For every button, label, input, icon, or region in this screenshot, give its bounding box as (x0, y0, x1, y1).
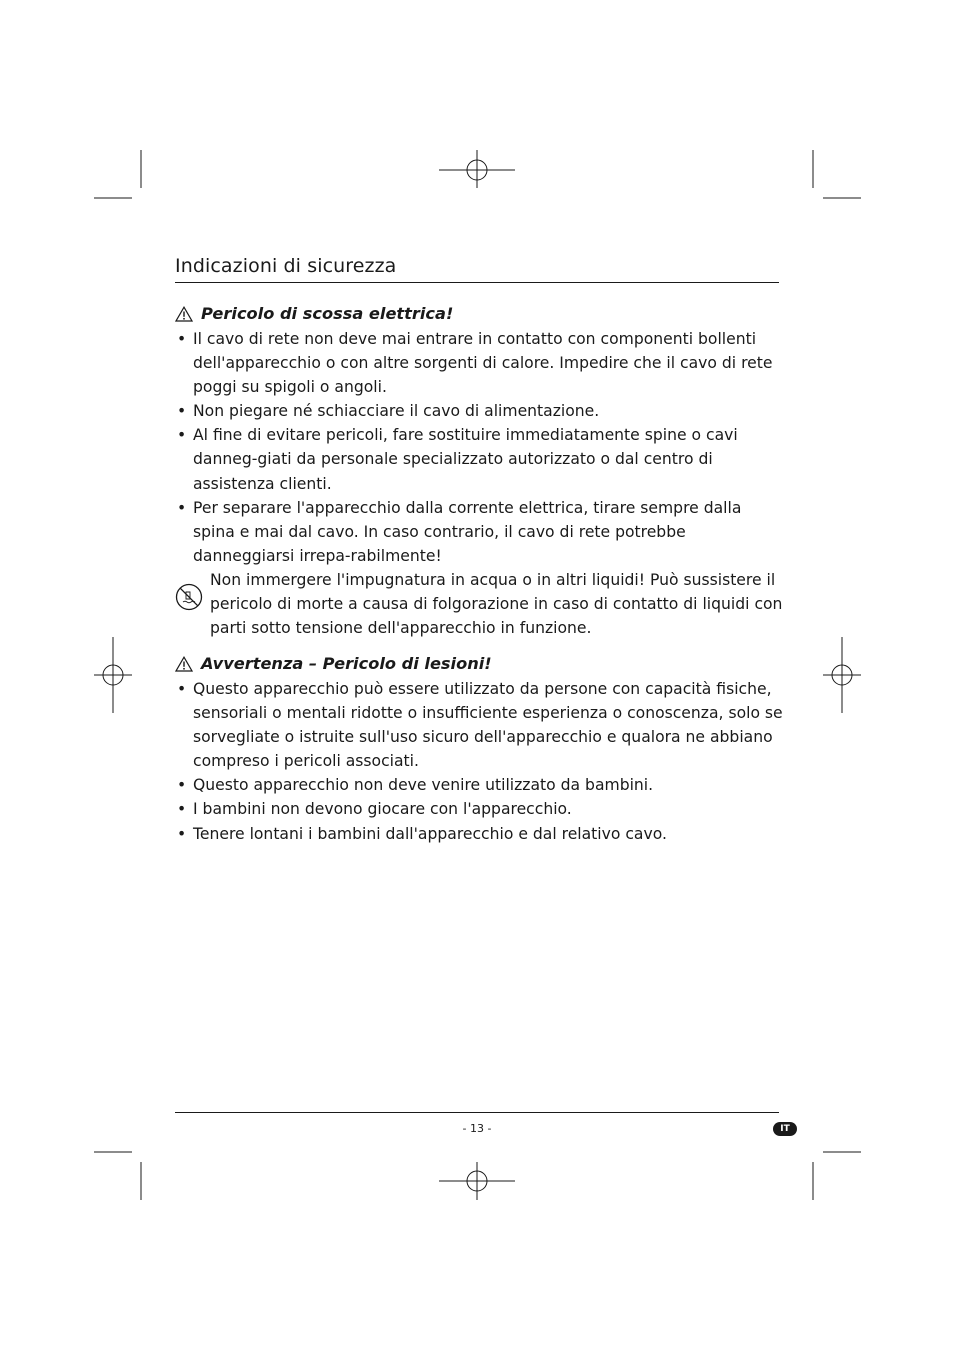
section-heading-injury (175, 654, 492, 673)
registration-mark-icon (94, 637, 132, 713)
title-rule (175, 282, 779, 283)
injury-list (175, 677, 785, 846)
language-badge: IT (773, 1122, 797, 1136)
list-item: • Al fine di evitare pericoli, fare sostituire immediatamente spine o cavi danneg-giati da personale specializzato autorizzato o dal centro di assistenza clienti. (175, 423, 785, 495)
list-item: • Il cavo di rete non deve mai entrare in contatto con componenti bollenti dell'apparecchio o con altre sorgenti di calore. Impedire che il cavo di rete poggi su spigoli o angoli. (175, 327, 785, 399)
registration-mark-icon (439, 1162, 515, 1200)
no-immersion-icon (175, 583, 203, 611)
list-item: • Tenere lontani i bambini dall'apparecchio e dal relativo cavo. (175, 822, 785, 846)
list-item: • I bambini non devono giocare con l'apparecchio. (175, 797, 785, 821)
list-item: • Non piegare né schiacciare il cavo di alimentazione. (175, 399, 785, 423)
list-item: • Questo apparecchio può essere utilizzato da persone con capacità fisiche, sensoriali o mentali ridotte o insufficiente esperienza o conoscenza, solo se sorvegliate o istruite sull'uso sicuro dell'apparecchio e qualora ne abbiano compreso i pericoli associati. (175, 677, 785, 773)
page-number: - 13 - (462, 1122, 492, 1135)
warning-triangle-icon (175, 656, 193, 672)
warning-triangle-icon (175, 306, 193, 322)
footer-rule (175, 1112, 779, 1113)
registration-mark-icon (823, 637, 861, 713)
section-heading-text: Pericolo di scossa elettrica! (201, 304, 454, 323)
list-item: • Questo apparecchio non deve venire utilizzato da bambini. (175, 773, 785, 797)
list-item: • Per separare l'apparecchio dalla corrente elettrica, tirare sempre dalla spina e mai dal cavo. In caso contrario, il cavo di rete potrebbe danneggiarsi irrepa-rabilmente! (175, 496, 785, 568)
section-heading-electric-shock (175, 304, 453, 323)
page-title: Indicazioni di sicurezza (175, 255, 397, 277)
electric-shock-list (175, 327, 785, 568)
section-heading-text: Avvertenza – Pericolo di lesioni! (201, 654, 492, 673)
no-immersion-note: Non immergere l'impugnatura in acqua o in altri liquidi! Può sussistere il pericolo di morte a causa di folgorazione in caso di contatto di liquidi con parti sotto tensione dell'apparecchio in funzione. (210, 571, 783, 638)
registration-mark-icon (439, 150, 515, 188)
